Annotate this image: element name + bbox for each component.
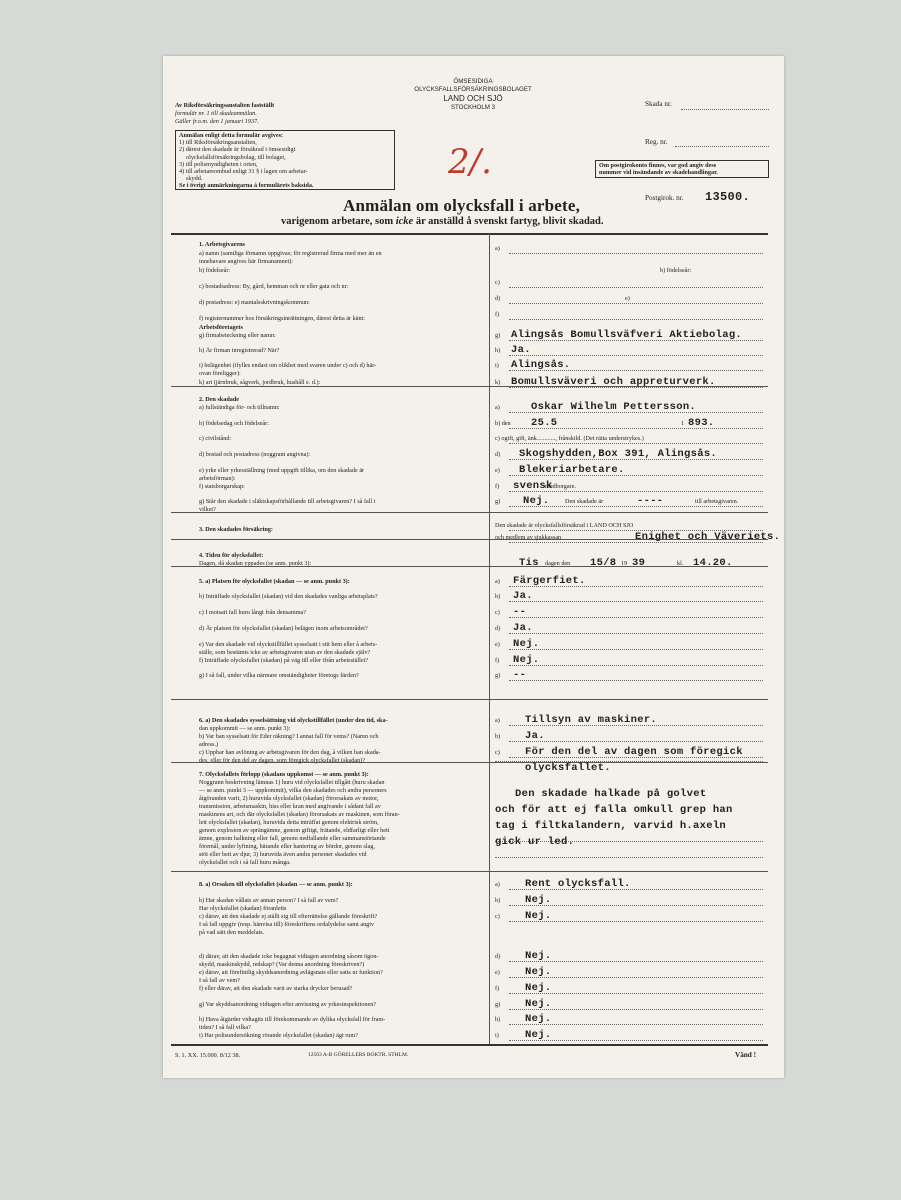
typed-answer: Oskar Wilhelm Pettersson. [531, 401, 697, 413]
typed-answer: 39 [632, 557, 646, 569]
question-text: — se anm. punkt 3 — uppkommit), vilka den skadades och andra personers [199, 787, 387, 794]
typed-answer: Färgerfiet. [513, 575, 586, 587]
answer-label: kl. [677, 560, 684, 567]
header-left-line: Gäller fr.o.m. den 1 januari 1937. [175, 118, 259, 125]
answer-label: e) [495, 467, 500, 474]
footer-left: S. 1. XX. 15.000. 8/12 38. [175, 1052, 241, 1059]
typed-answer: Tis [519, 557, 539, 569]
answer-label: g) [495, 498, 501, 505]
answer-label: k) [495, 379, 501, 386]
reg-nr-label: Reg. nr. [645, 138, 668, 146]
question-text: Dagen, då skadan yppades (se anm. punkt 3): [199, 560, 312, 567]
typed-answer: Nej. [523, 495, 550, 507]
question-text: b) Inträffade olycksfallet (skadan) vid den skadades vanliga arbetsplats? [199, 593, 378, 600]
question-text: d) bostad och postadress (noggrant angivna): [199, 451, 311, 458]
typed-answer: ---- [637, 495, 664, 507]
answer-label: g) [495, 332, 501, 339]
answer-label: g) [495, 1001, 501, 1008]
answer-label: b) [495, 593, 501, 600]
answer-label: till arbetsgivaren. [695, 498, 739, 505]
typed-answer: Alingsås. [511, 359, 571, 371]
answers-column [495, 241, 781, 1041]
question-text: 4. Tiden för olycksfallet: [199, 552, 264, 559]
company-mid: OLYCKSFALLSFÖRSÄKRINGSBOLAGET [414, 86, 532, 93]
typed-answer: tag i filtkalandern, varvid h.axeln [495, 820, 727, 832]
answer-label: f) [495, 985, 500, 992]
postgiro-value: 13500. [705, 190, 751, 204]
question-text: 2. Den skadade [199, 396, 240, 403]
question-text: b) Har skadan vållats av annan person? I så fall av vem? [199, 897, 339, 904]
question-text: dan uppkommit — se anm. punkt 3): [199, 725, 291, 732]
typed-answer: gick ur led. [495, 836, 575, 848]
question-text: d) postadress: e) mantalsskrivningskommun: [199, 299, 310, 306]
answer-label: 1 [681, 420, 685, 427]
answer-label: b) födelseår: [660, 267, 692, 274]
question-text: adress.) [199, 741, 219, 748]
answer-label: e) [495, 969, 500, 976]
question-text: 8. a) Orsaken till olycksfallet (skadan — se anm. punkt 3): [199, 881, 353, 888]
question-text: maskinens art, och där olycksfallet (skadan) förorsakats av maskinen, som föran- [199, 811, 400, 818]
question-text: g) firmabeteckning eller namn: [199, 332, 276, 339]
answer-label: c) [495, 609, 500, 616]
question-text: Noggrann beskrivning lämnas 1) huru vid olycksfallet tillgått (huru skadan [199, 779, 385, 786]
typed-answer: Enighet och Väveriets. [635, 531, 781, 543]
question-text: c) civilstånd: [199, 435, 232, 442]
box-line: 4) till arbetareombud enligt 31 § i lagen om arbetar- [179, 168, 308, 176]
question-text: f) eller därav, att den skadade varit av starka drycker berusad? [199, 985, 353, 992]
question-text: olycksfallet och i så fall huru många. [199, 859, 291, 866]
question-text: lett olycksfallet (skadan), huruvida detta inträffat genom elektrisk ström, [199, 819, 379, 826]
answer-label: i) [495, 362, 499, 369]
question-text: i) Har polisundersökning rörande olycksfallet (skadan) ägt rum? [199, 1032, 358, 1039]
question-text: c) I motsatt fall huru långt från densamma? [199, 609, 307, 616]
question-text: innehavare angives här firmanamnet): [199, 258, 293, 265]
answer-label: a) [495, 881, 500, 888]
typed-answer: och för att ej falla omkull grep han [495, 804, 733, 816]
answer-label: f) [495, 657, 500, 664]
answer-label: c) [495, 749, 500, 756]
question-text: g) Står den skadade i släktskapsförhållande till arbetsgivaren? I så fall i [199, 498, 376, 505]
question-text: I så fall uppgiv (resp. hänvisa till) föreskriftens ordalydelse samt angiv [199, 921, 375, 928]
question-text: d) Är platsen för olycksfallet (skadan) belägen inom arbetsområdet? [199, 625, 368, 632]
question-text: c) därav, att den skadade ej ställt sig till efterrättelse gällande föreskrift? [199, 913, 378, 920]
form-title: Anmälan om olycksfall i arbete, [343, 196, 581, 215]
question-text: k) art (järnbruk, sågverk, jordbruk, hushåll e. d.): [199, 379, 321, 386]
typed-answer: Nej. [525, 966, 552, 978]
typed-answer: Ja. [513, 622, 533, 634]
question-text: stöt eller bett av djur, 3) huruvida även andra personer skadades vid [199, 851, 367, 858]
question-text: 5. a) Platsen för olycksfallet (skadan — se anm. punkt 3): [199, 578, 350, 585]
typed-answer: Nej. [525, 1029, 552, 1041]
answer-label: 19 [621, 560, 628, 567]
typed-answer: Nej. [525, 982, 552, 994]
typed-answer: För den del av dagen som föregick [525, 746, 743, 758]
answer-label: i) [495, 1032, 499, 1039]
question-text: a) namn (samtliga förnamn uppgivas; för registrerad firma med mer än en [199, 250, 382, 257]
company-name: LAND OCH SJÖ [443, 94, 503, 103]
form-paper [163, 56, 784, 1078]
question-text: f) registernummer hos försäkringsinrättningen, därest detta är känt: [199, 315, 365, 322]
typed-answer: svensk [513, 480, 553, 492]
answer-label: d) [495, 625, 501, 632]
typed-answer: olycksfallet. [525, 762, 611, 774]
typed-answer: 15/8 [590, 557, 617, 569]
answer-label: h) [495, 347, 501, 354]
question-text: f) Inträffade olycksfallet (skadan) på väg till eller ifrån arbetsstället? [199, 657, 369, 664]
question-text: 6. a) Den skadades sysselsättning vid olyckstillfället (under den tid, ska- [199, 717, 388, 724]
typed-answer: Nej. [513, 654, 540, 666]
typed-answer: Nej. [525, 894, 552, 906]
handwritten-number: 2/. [448, 142, 492, 182]
company-top: ÖMSESIDIGA [453, 78, 493, 85]
question-text: des, eller för den del av dagen, som föregick olycksfallet (skadan)? [199, 757, 365, 764]
answer-label: d) [495, 295, 501, 302]
question-text: ovan föreligger): [199, 370, 241, 377]
box-line: 1) till Riksförsäkringsanstalten, [179, 139, 257, 147]
question-text: h) Hava åtgärder vidtagits till förekommande av dylika olycksfall för fram- [199, 1016, 386, 1023]
answer-label: dagen den [545, 560, 571, 567]
typed-answer: -- [513, 606, 527, 618]
typed-answer: 893. [688, 417, 715, 429]
answer-label: a) [495, 578, 500, 585]
question-text: Arbetsföretagets [199, 324, 243, 331]
answer-label: g) [495, 672, 501, 679]
question-text: på vad sätt den meddelats. [199, 929, 265, 936]
footer-turn-over: Vänd ! [735, 1051, 756, 1059]
typed-answer: Blekeriarbetare. [519, 464, 625, 476]
question-text: transmission, arbetsmaskin, hiss eller kran med angivande i sådant fall av [199, 803, 381, 810]
postgiro-note-box [595, 160, 769, 178]
question-text: genom explosion av sprängämne, genom giftigt, frätande, eldfarligt eller hett [199, 827, 390, 834]
answer-label: a) [495, 245, 500, 252]
question-text: 1. Arbetsgivarens [199, 241, 245, 248]
question-text: tiden? I så fall vilka? [199, 1024, 251, 1031]
question-text: åtgöranden varit, 2) huruvida olycksfallet (skadan) förorsakats av motor, [199, 795, 379, 802]
answer-label: Den skadade är olycksfallsförsäkrad i LAND OCH SJO [495, 522, 634, 529]
questions-column [199, 241, 489, 1041]
typed-answer: Skogshydden,Box 391, Alingsås. [519, 448, 718, 460]
answer-label: e) [495, 641, 500, 648]
box-line: skydd. [186, 175, 203, 183]
box-line: 3) till polismyndigheten i orten, [179, 160, 258, 168]
answer-label: h) [495, 1016, 501, 1023]
question-text: g) Var skyddsanordning vidtagen efter anvisning av yrkesinspektionen? [199, 1001, 377, 1008]
answer-label: b) den [495, 420, 511, 427]
question-text: h) Är firman inregistrerad? När? [199, 347, 280, 354]
question-text: e) därav, att förefintlig skyddsanordning avlägsnats eller satts ur funktion? [199, 969, 383, 976]
box-line: Anmälan enligt detta formulär avgives: [179, 132, 284, 139]
answer-label: f) [495, 311, 500, 318]
answer-label: medborgare. [545, 483, 576, 490]
question-text: c) Uppbar han avlöning av arbetsgivaren för den dag, å vilken han skada- [199, 749, 381, 756]
answer-label: och medlem av sjukkassan [495, 534, 562, 541]
answer-label: c) [495, 279, 500, 286]
box-line: Se i övrigt anmärkningarna å formulärets baksida. [179, 182, 314, 190]
question-text: d) därav, att den skadade icke begagnat vidtagen anordning såsom ögon- [199, 953, 379, 960]
typed-answer: Tillsyn av maskiner. [525, 714, 658, 726]
question-text: g) I så fall, under vilka närmare omständigheter företogs färden? [199, 672, 359, 679]
answer-label: a) [495, 404, 500, 411]
answer-label: b) [495, 897, 501, 904]
typed-answer: Alingsås Bomullsväfveri Aktiebolag. [511, 329, 743, 341]
box-line: olycksfallsförsäkringsbolag, till bolaget, [186, 153, 286, 161]
footer-printer: 12563 A-B GÖRELLERS BOKTR. STHLM. [308, 1052, 409, 1058]
question-text: ämne, genom halkning eller fall, genom nedfallande eller sammanstörtande [199, 835, 386, 842]
answer-label: a) [495, 717, 500, 724]
typed-answer: Nej. [525, 950, 552, 962]
typed-answer: Ja. [511, 344, 531, 356]
question-text: f) statsborgarskap: [199, 483, 245, 490]
question-text: e) Var den skadade vid olyckstillfället sysselsatt i sitt hem eller å arbets- [199, 641, 378, 648]
submission-box [175, 130, 395, 190]
postgiro-label: Postgirok. nr. [645, 194, 684, 202]
question-text: b) födelseår: [199, 267, 231, 274]
box-line: 2) därest den skadade är försäkrad i ömsesidigt [179, 146, 296, 154]
question-text: arbetsförman): [199, 475, 236, 482]
answer-label: Den skadade är [565, 498, 604, 505]
question-text: a) fullständiga för- och tillnamn: [199, 404, 280, 411]
answer-label: f) [495, 483, 500, 490]
question-text: vilket? [199, 506, 216, 513]
postgiro-note-line: nummer vid insändande av skadehandlingar. [599, 169, 718, 177]
answer-label: b) [495, 733, 501, 740]
typed-answer: -- [513, 669, 527, 681]
question-text: b) födelsedag och födelseår: [199, 420, 269, 427]
typed-answer: Bomullsväveri och appreturverk. [511, 376, 716, 388]
question-text: c) bostadsadress: By, gård, hemman och nr eller gata och nr: [199, 283, 349, 290]
typed-answer: Nej. [525, 998, 552, 1010]
typed-answer: Den skadade halkade på golvet [515, 788, 707, 800]
answer-label: d) [495, 451, 501, 458]
question-text: föremål, under lyftning, bärande eller hantering av bördor, genom slag, [199, 843, 375, 850]
typed-answer: Ja. [513, 590, 533, 602]
question-text: i) belägenhet (ifylles endast om olikhet med svaren under c) och d) här- [199, 362, 377, 369]
question-text: Har olycksfallet (skadan) föranletts [199, 905, 287, 912]
typed-answer: 14.20. [693, 557, 733, 569]
answer-label: c) [495, 913, 500, 920]
question-text: I så fall av vem? [199, 977, 240, 984]
form-subtitle: varigenom arbetare, som icke är anställd å svenskt fartyg, blivit skadad. [281, 216, 604, 227]
typed-answer: Nej. [525, 910, 552, 922]
company-city: STOCKHOLM 3 [450, 104, 496, 111]
answer-label: e) [625, 295, 630, 302]
question-text: skydd, maskinskydd, redskap? (Var denna anordning föreskriven?) [199, 961, 365, 968]
header-left-line: formulär nr. 1 till skadeanmälan. [175, 110, 257, 117]
question-text: e) yrke eller yrkesställning (med uppgift tillika, om den skadade är [199, 467, 365, 474]
typed-answer: Ja. [525, 730, 545, 742]
typed-answer: Nej. [525, 1013, 552, 1025]
answer-label: d) [495, 953, 501, 960]
question-text: 3. Den skadades försäkring: [199, 526, 273, 533]
typed-answer: Rent olycksfall. [525, 878, 631, 890]
question-text: 7. Olycksfallets förlopp (skadans uppkomst — se anm. punkt 3): [199, 771, 369, 778]
postgiro-note-line: Om postgirokonto finnes, var god angiv dess [599, 162, 717, 169]
header-left-line: Av Riksförsäkringsanstalten fastställt [175, 102, 275, 109]
typed-answer: Nej. [513, 638, 540, 650]
question-text: b) Var han sysselsatt för Eder räkning? I annat fall för vems? (Namn och [199, 733, 379, 740]
skada-nr-label: Skada nr. [645, 100, 672, 108]
answer-label: c) ogift, gift, änk............, frånskild. (Det rätta understrykes.) [495, 435, 644, 442]
question-text: ställe, som bestämts icke av arbetsgivaren utan av den skadade själv? [199, 649, 371, 656]
typed-answer: 25.5 [531, 417, 558, 429]
